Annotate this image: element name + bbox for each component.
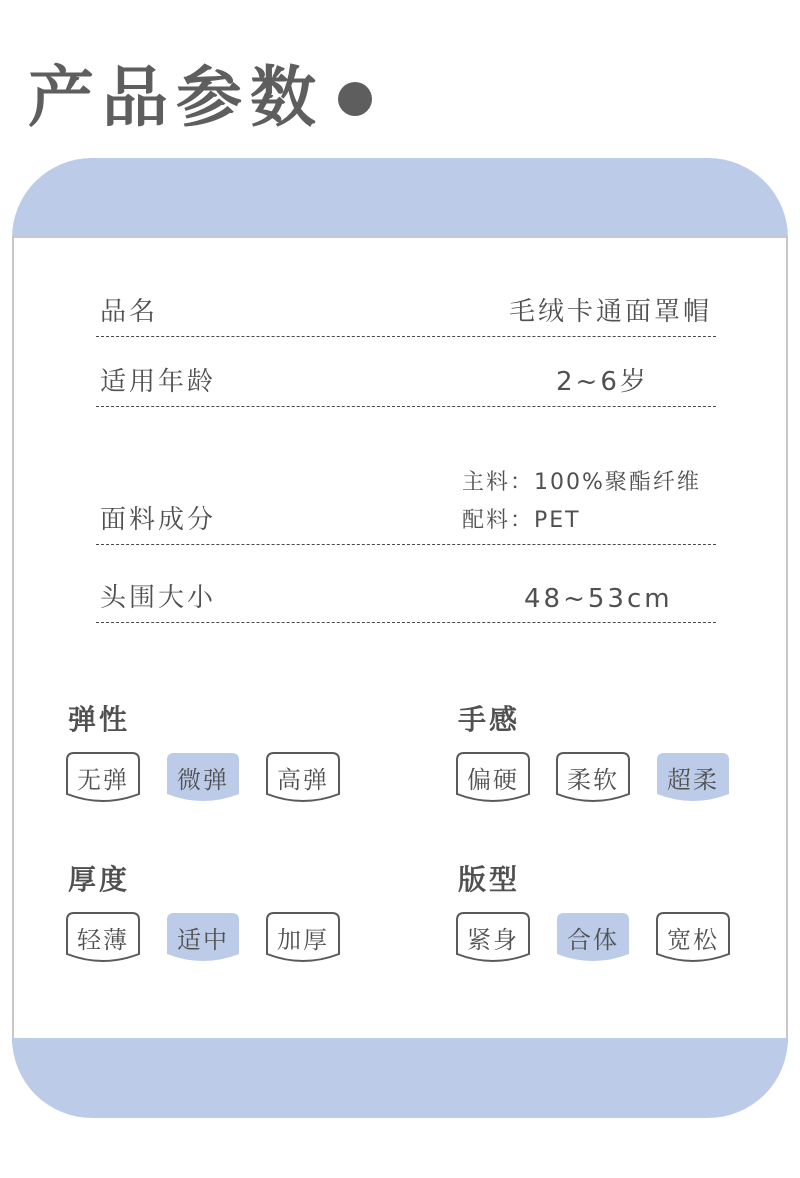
param-value-sub: 配料：PET	[462, 508, 581, 533]
attr-title-elasticity: 弹性	[68, 703, 131, 736]
param-row-name	[96, 290, 716, 337]
param-label: 品名	[100, 297, 159, 327]
option-tag[interactable]	[266, 912, 340, 964]
option-label: 合体	[567, 926, 619, 954]
option-label: 偏硬	[467, 766, 519, 794]
option-label: 轻薄	[77, 926, 129, 954]
param-value: 毛绒卡通面罩帽	[508, 297, 712, 327]
option-tag-selected[interactable]	[166, 752, 240, 804]
card-bottom-band	[12, 1038, 788, 1118]
option-tag[interactable]	[556, 752, 630, 804]
param-label: 面料成分	[100, 505, 217, 535]
param-label: 适用年龄	[100, 367, 217, 397]
param-row-head	[96, 576, 716, 623]
option-tag-selected[interactable]	[166, 912, 240, 964]
option-tag-selected[interactable]	[556, 912, 630, 964]
option-label: 适中	[177, 926, 229, 954]
attr-title-feel: 手感	[458, 703, 521, 736]
param-row-age	[96, 360, 716, 407]
option-tag[interactable]	[456, 752, 530, 804]
card-top-band	[12, 158, 788, 238]
option-tag[interactable]	[66, 912, 140, 964]
option-tag[interactable]	[456, 912, 530, 964]
page-title: 产品参数	[28, 59, 324, 136]
option-label: 微弹	[177, 766, 229, 794]
title-dot	[338, 82, 372, 116]
option-label: 高弹	[277, 766, 329, 794]
attr-title-fit: 版型	[458, 863, 521, 896]
option-label: 无弹	[77, 766, 129, 794]
option-tag[interactable]	[656, 912, 730, 964]
option-label: 超柔	[667, 766, 719, 794]
option-label: 加厚	[277, 926, 329, 954]
option-tag[interactable]	[66, 752, 140, 804]
param-value: 48~53cm	[524, 584, 673, 614]
param-row-fabric	[96, 460, 716, 545]
param-value-main: 主料：100%聚酯纤维	[462, 470, 701, 495]
param-value: 2~6岁	[556, 367, 649, 397]
option-label: 柔软	[567, 766, 619, 794]
option-label: 紧身	[467, 926, 519, 954]
param-label: 头围大小	[100, 583, 217, 613]
option-label: 宽松	[667, 926, 719, 954]
option-tag[interactable]	[266, 752, 340, 804]
attr-title-thickness: 厚度	[68, 863, 131, 896]
option-tag-selected[interactable]	[656, 752, 730, 804]
